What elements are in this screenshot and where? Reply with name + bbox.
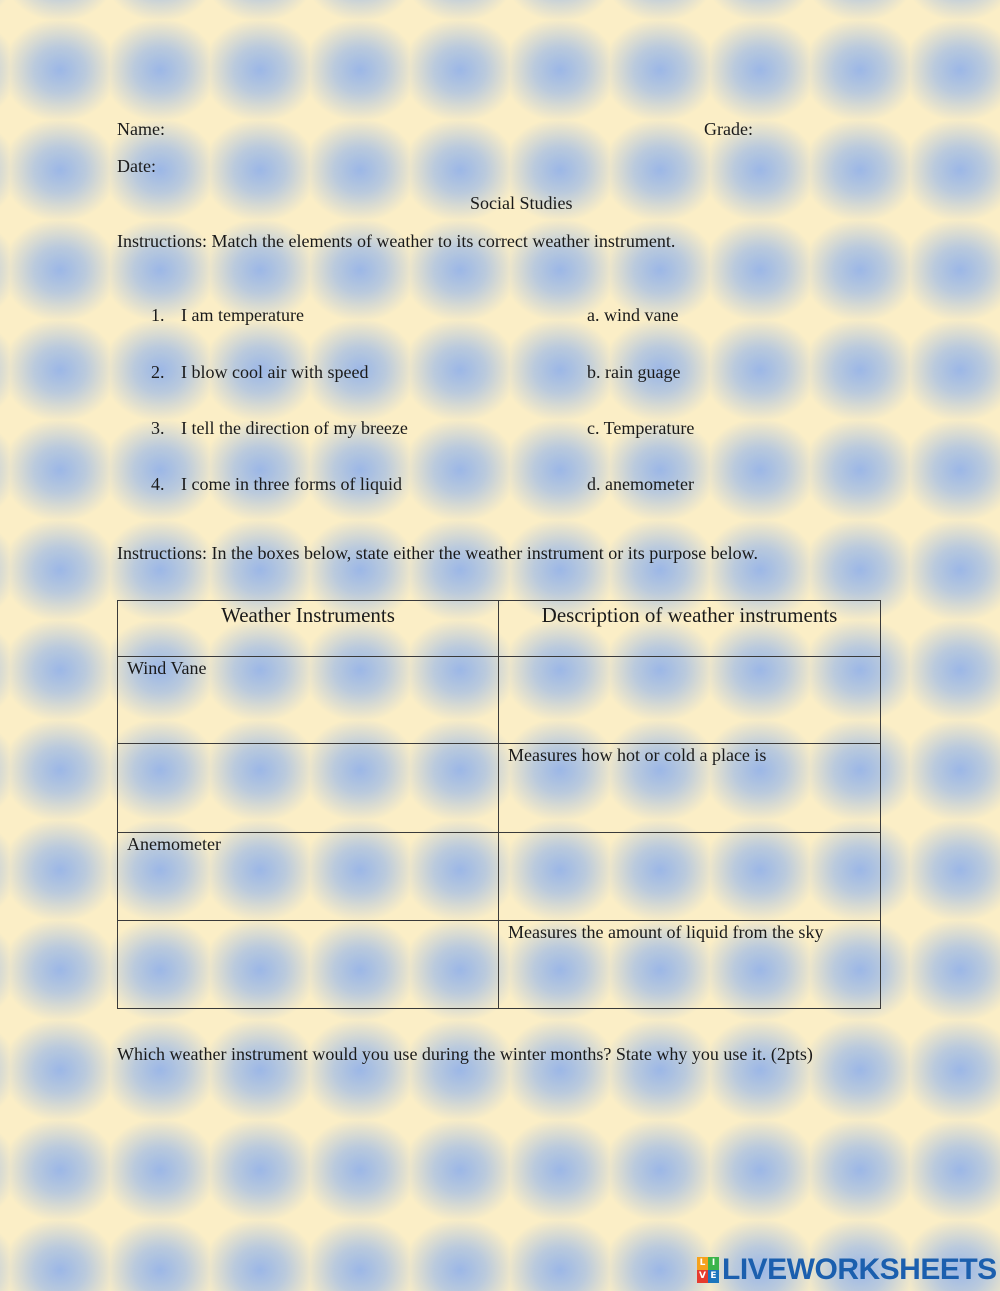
header-description: Description of weather instruments — [499, 601, 881, 657]
matching-option: b. rain guage — [587, 362, 681, 382]
description-cell[interactable]: Measures how hot or cold a place is — [499, 744, 881, 833]
matching-option: d. anemometer — [587, 474, 694, 494]
description-cell[interactable]: Measures the amount of liquid from the sky — [499, 921, 881, 1009]
description-cell[interactable] — [499, 657, 881, 744]
logo-text: LIVEWORKSHEETS — [722, 1253, 997, 1286]
subject-title: Social Studies — [470, 193, 573, 213]
item-number: 1. — [151, 305, 165, 325]
matching-statement: I am temperature — [181, 305, 304, 325]
grade-label: Grade: — [704, 119, 753, 139]
item-number: 3. — [151, 418, 165, 438]
table-header-row — [118, 601, 881, 657]
matching-option: c. Temperature — [587, 418, 695, 438]
table-row — [118, 657, 881, 744]
item-number: 4. — [151, 474, 165, 494]
instrument-cell[interactable]: Wind Vane — [118, 657, 499, 744]
matching-statement: I blow cool air with speed — [181, 362, 369, 382]
item-number: 2. — [151, 362, 165, 382]
liveworksheets-logo — [697, 1255, 997, 1285]
header-instruments: Weather Instruments — [118, 601, 499, 657]
date-label: Date: — [117, 156, 156, 176]
table-row — [118, 833, 881, 921]
description-cell[interactable] — [499, 833, 881, 921]
matching-statement: I tell the direction of my breeze — [181, 418, 408, 438]
table-instructions: Instructions: In the boxes below, state either the weather instrument or its purpose below. — [117, 543, 759, 563]
instrument-cell[interactable]: Anemometer — [118, 833, 499, 921]
instrument-cell[interactable] — [118, 921, 499, 1009]
instrument-cell[interactable] — [118, 744, 499, 833]
weather-instruments-table — [117, 600, 881, 1009]
table-row — [118, 921, 881, 1009]
matching-instructions: Instructions: Match the elements of weather to its correct weather instrument. — [117, 231, 676, 251]
matching-statement: I come in three forms of liquid — [181, 474, 402, 494]
winter-question: Which weather instrument would you use during the winter months? State why you use it. (2pts) — [117, 1044, 813, 1064]
matching-option: a. wind vane — [587, 305, 679, 325]
table-row — [118, 744, 881, 833]
name-label: Name: — [117, 119, 165, 139]
logo-mark-icon: L I V E — [697, 1257, 719, 1283]
